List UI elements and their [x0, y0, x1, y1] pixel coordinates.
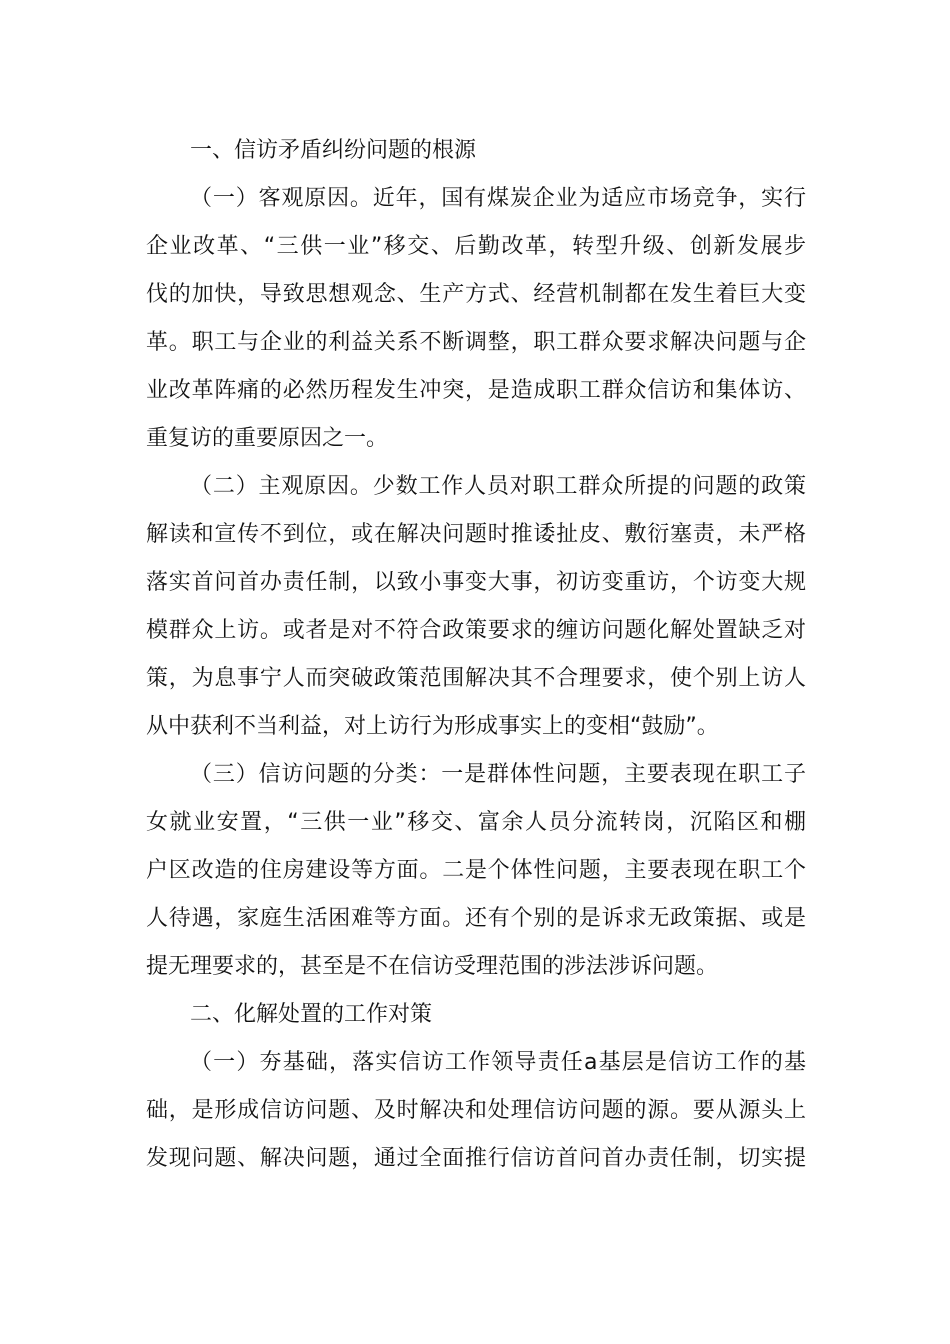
paragraph-line: 业改革阵痛的必然历程发生冲突，是造成职工群众信访和集体访、: [146, 378, 806, 403]
paragraph-line: 户区改造的住房建设等方面。二是个体性问题，主要表现在职工个: [146, 858, 806, 883]
paragraph-line: 企业改革、“三供一业”移交、后勤改革，转型升级、创新发展步: [146, 234, 806, 259]
heading-root-causes: 一、信访矛盾纠纷问题的根源: [190, 138, 477, 163]
heading-countermeasures: 二、化解处置的工作对策: [190, 1002, 433, 1027]
paragraph-line: 革。职工与企业的利益关系不断调整，职工群众要求解决问题与企: [146, 330, 806, 355]
paragraph-line: （一）夯基础，落实信访工作领导责任a基层是信访工作的基: [190, 1050, 806, 1075]
paragraph-line: 提无理要求的，甚至是不在信访受理范围的涉法涉诉问题。: [146, 954, 719, 979]
paragraph-line: 解读和宣传不到位，或在解决问题时推诿扯皮、敷衍塞责，未严格: [146, 522, 806, 547]
paragraph-line: 重复访的重要原因之一。: [146, 426, 389, 451]
paragraph-line: 伐的加快，导致思想观念、生产方式、经营机制都在发生着巨大变: [146, 282, 806, 307]
paragraph-line: 策，为息事宁人而突破政策范围解决其不合理要求，使个别上访人: [146, 666, 806, 691]
paragraph-line: （一）客观原因。近年，国有煤炭企业为适应市场竞争，实行: [190, 186, 806, 211]
paragraph-line: 女就业安置，“三供一业”移交、富余人员分流转岗，沉陷区和棚: [146, 810, 806, 835]
paragraph-line: 发现问题、解决问题，通过全面推行信访首问首办责任制，切实提: [146, 1146, 806, 1171]
paragraph-line: 从中获利不当利益，对上访行为形成事实上的变相“鼓励”。: [146, 714, 719, 739]
paragraph-line: 模群众上访。或者是对不符合政策要求的缠访问题化解处置缺乏对: [146, 618, 806, 643]
paragraph-line: 础，是形成信访问题、及时解决和处理信访问题的源。要从源头上: [146, 1098, 806, 1123]
paragraph-line: 落实首问首办责任制，以致小事变大事，初访变重访，个访变大规: [146, 570, 806, 595]
paragraph-line: （三）信访问题的分类：一是群体性问题，主要表现在职工子: [190, 762, 806, 787]
paragraph-line: 人待遇，家庭生活困难等方面。还有个别的是诉求无政策据、或是: [146, 906, 806, 931]
paragraph-line: （二）主观原因。少数工作人员对职工群众所提的问题的政策: [190, 474, 806, 499]
